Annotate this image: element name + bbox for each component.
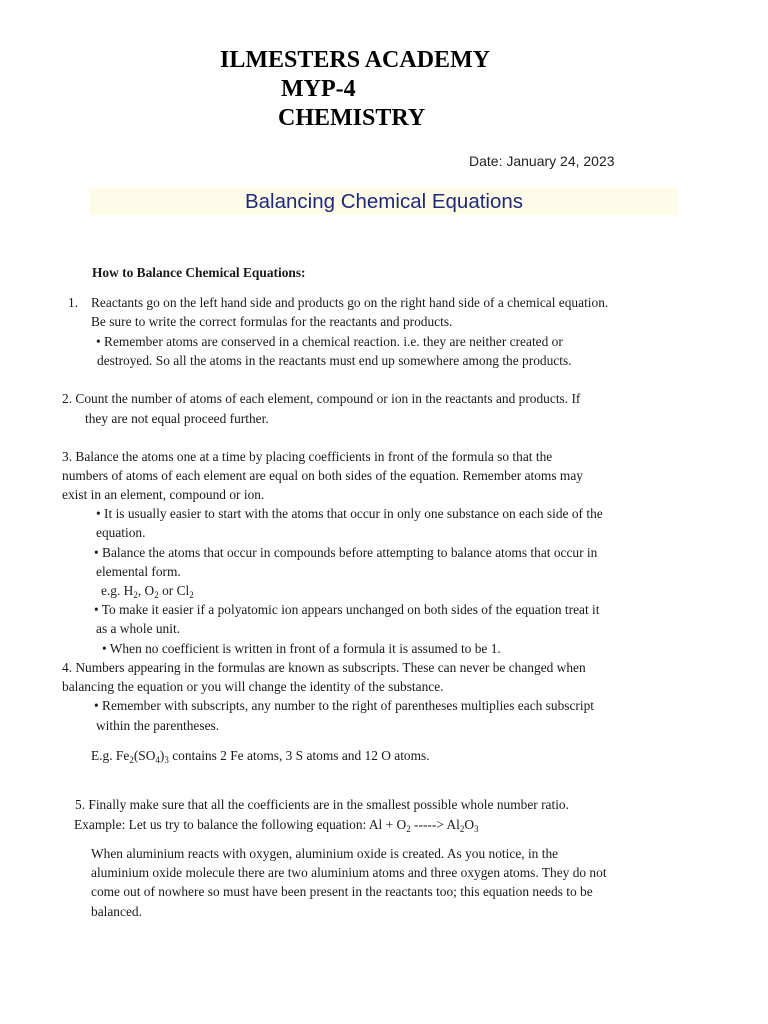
step1-line1: Reactants go on the left hand side and products go on the right hand side of a chemical equation. bbox=[91, 295, 609, 310]
howto-heading: How to Balance Chemical Equations: bbox=[92, 265, 306, 280]
page-title: Balancing Chemical Equations bbox=[244, 190, 524, 213]
step5-line1: 5. Finally make sure that all the coefficients are in the smallest possible whole number ratio. bbox=[75, 797, 569, 812]
step2-line2: they are not equal proceed further. bbox=[85, 411, 269, 426]
document-header bbox=[220, 46, 490, 133]
step3-example-elements: e.g. $H_2$, $O_2$ or $Cl_2$ bbox=[101, 583, 194, 600]
paragraph-line4: balanced. bbox=[91, 904, 142, 919]
school-name: ILMESTERS ACADEMY bbox=[220, 47, 491, 73]
step3-bullet1-line1: • It is usually easier to start with the atoms that occur in only one substance on each side of the bbox=[96, 506, 603, 521]
subject-label: CHEMISTRY bbox=[278, 105, 426, 131]
step3-bullet4: • When no coefficient is written in front of a formula it is assumed to be 1. bbox=[102, 641, 501, 656]
step3-line1: 3. Balance the atoms one at a time by placing coefficients in front of the formula so that the bbox=[62, 449, 553, 464]
step4-bullet1-line2: within the parentheses. bbox=[96, 718, 220, 733]
date-text: Date: January 24, 2023 bbox=[469, 153, 615, 169]
step3-bullet2-line1: • Balance the atoms that occur in compounds before attempting to balance atoms that occur in bbox=[94, 545, 598, 560]
step3-bullet3-line2: as a whole unit. bbox=[96, 621, 181, 636]
paragraph-line3: come out of nowhere so must have been present in the reactants too; this equation needs to be bbox=[91, 884, 593, 899]
step1-bullet-line2: destroyed. So all the atoms in the reactants must end up somewhere among the products. bbox=[97, 353, 572, 368]
step1-bullet-line1: • Remember atoms are conserved in a chemical reaction. i.e. they are neither created or bbox=[96, 334, 563, 349]
step3-bullet3-line1: • To make it easier if a polyatomic ion appears unchanged on both sides of the equation treat it bbox=[94, 602, 600, 617]
paragraph-line2: aluminium oxide molecule there are two aluminium atoms and three oxygen atoms. They do not bbox=[91, 865, 607, 880]
step3-line2: numbers of atoms of each element are equal on both sides of the equation. Remember atoms may bbox=[62, 468, 583, 483]
step1-line2: Be sure to write the correct formulas for the reactants and products. bbox=[91, 314, 453, 329]
step4-bullet1-line1: • Remember with subscripts, any number to the right of parentheses multiplies each subscript bbox=[94, 698, 595, 713]
step3-bullet2-line2: elemental form. bbox=[96, 564, 181, 579]
step2-line1: 2. Count the number of atoms of each element, compound or ion in the reactants and products. If bbox=[62, 391, 581, 406]
step4-line1: 4. Numbers appearing in the formulas are known as subscripts. These can never be changed when bbox=[62, 660, 586, 675]
grade-label: MYP-4 bbox=[281, 76, 356, 102]
step1-number: 1. bbox=[68, 295, 79, 310]
step4-line2: balancing the equation or you will change the identity of the substance. bbox=[62, 679, 444, 694]
step5-example-equation: Example: Let us try to balance the following equation: $Al + O_2$ -----> $Al_2O_3$ bbox=[74, 817, 479, 834]
step4-example: E.g. $Fe_2(SO_4)_3$ contains 2 Fe atoms, 3 S atoms and 12 O atoms. bbox=[91, 748, 430, 765]
paragraph-line1: When aluminium reacts with oxygen, aluminium oxide is created. As you notice, in the bbox=[91, 846, 559, 861]
step3-bullet1-line2: equation. bbox=[96, 525, 146, 540]
step3-line3: exist in an element, compound or ion. bbox=[62, 487, 265, 502]
